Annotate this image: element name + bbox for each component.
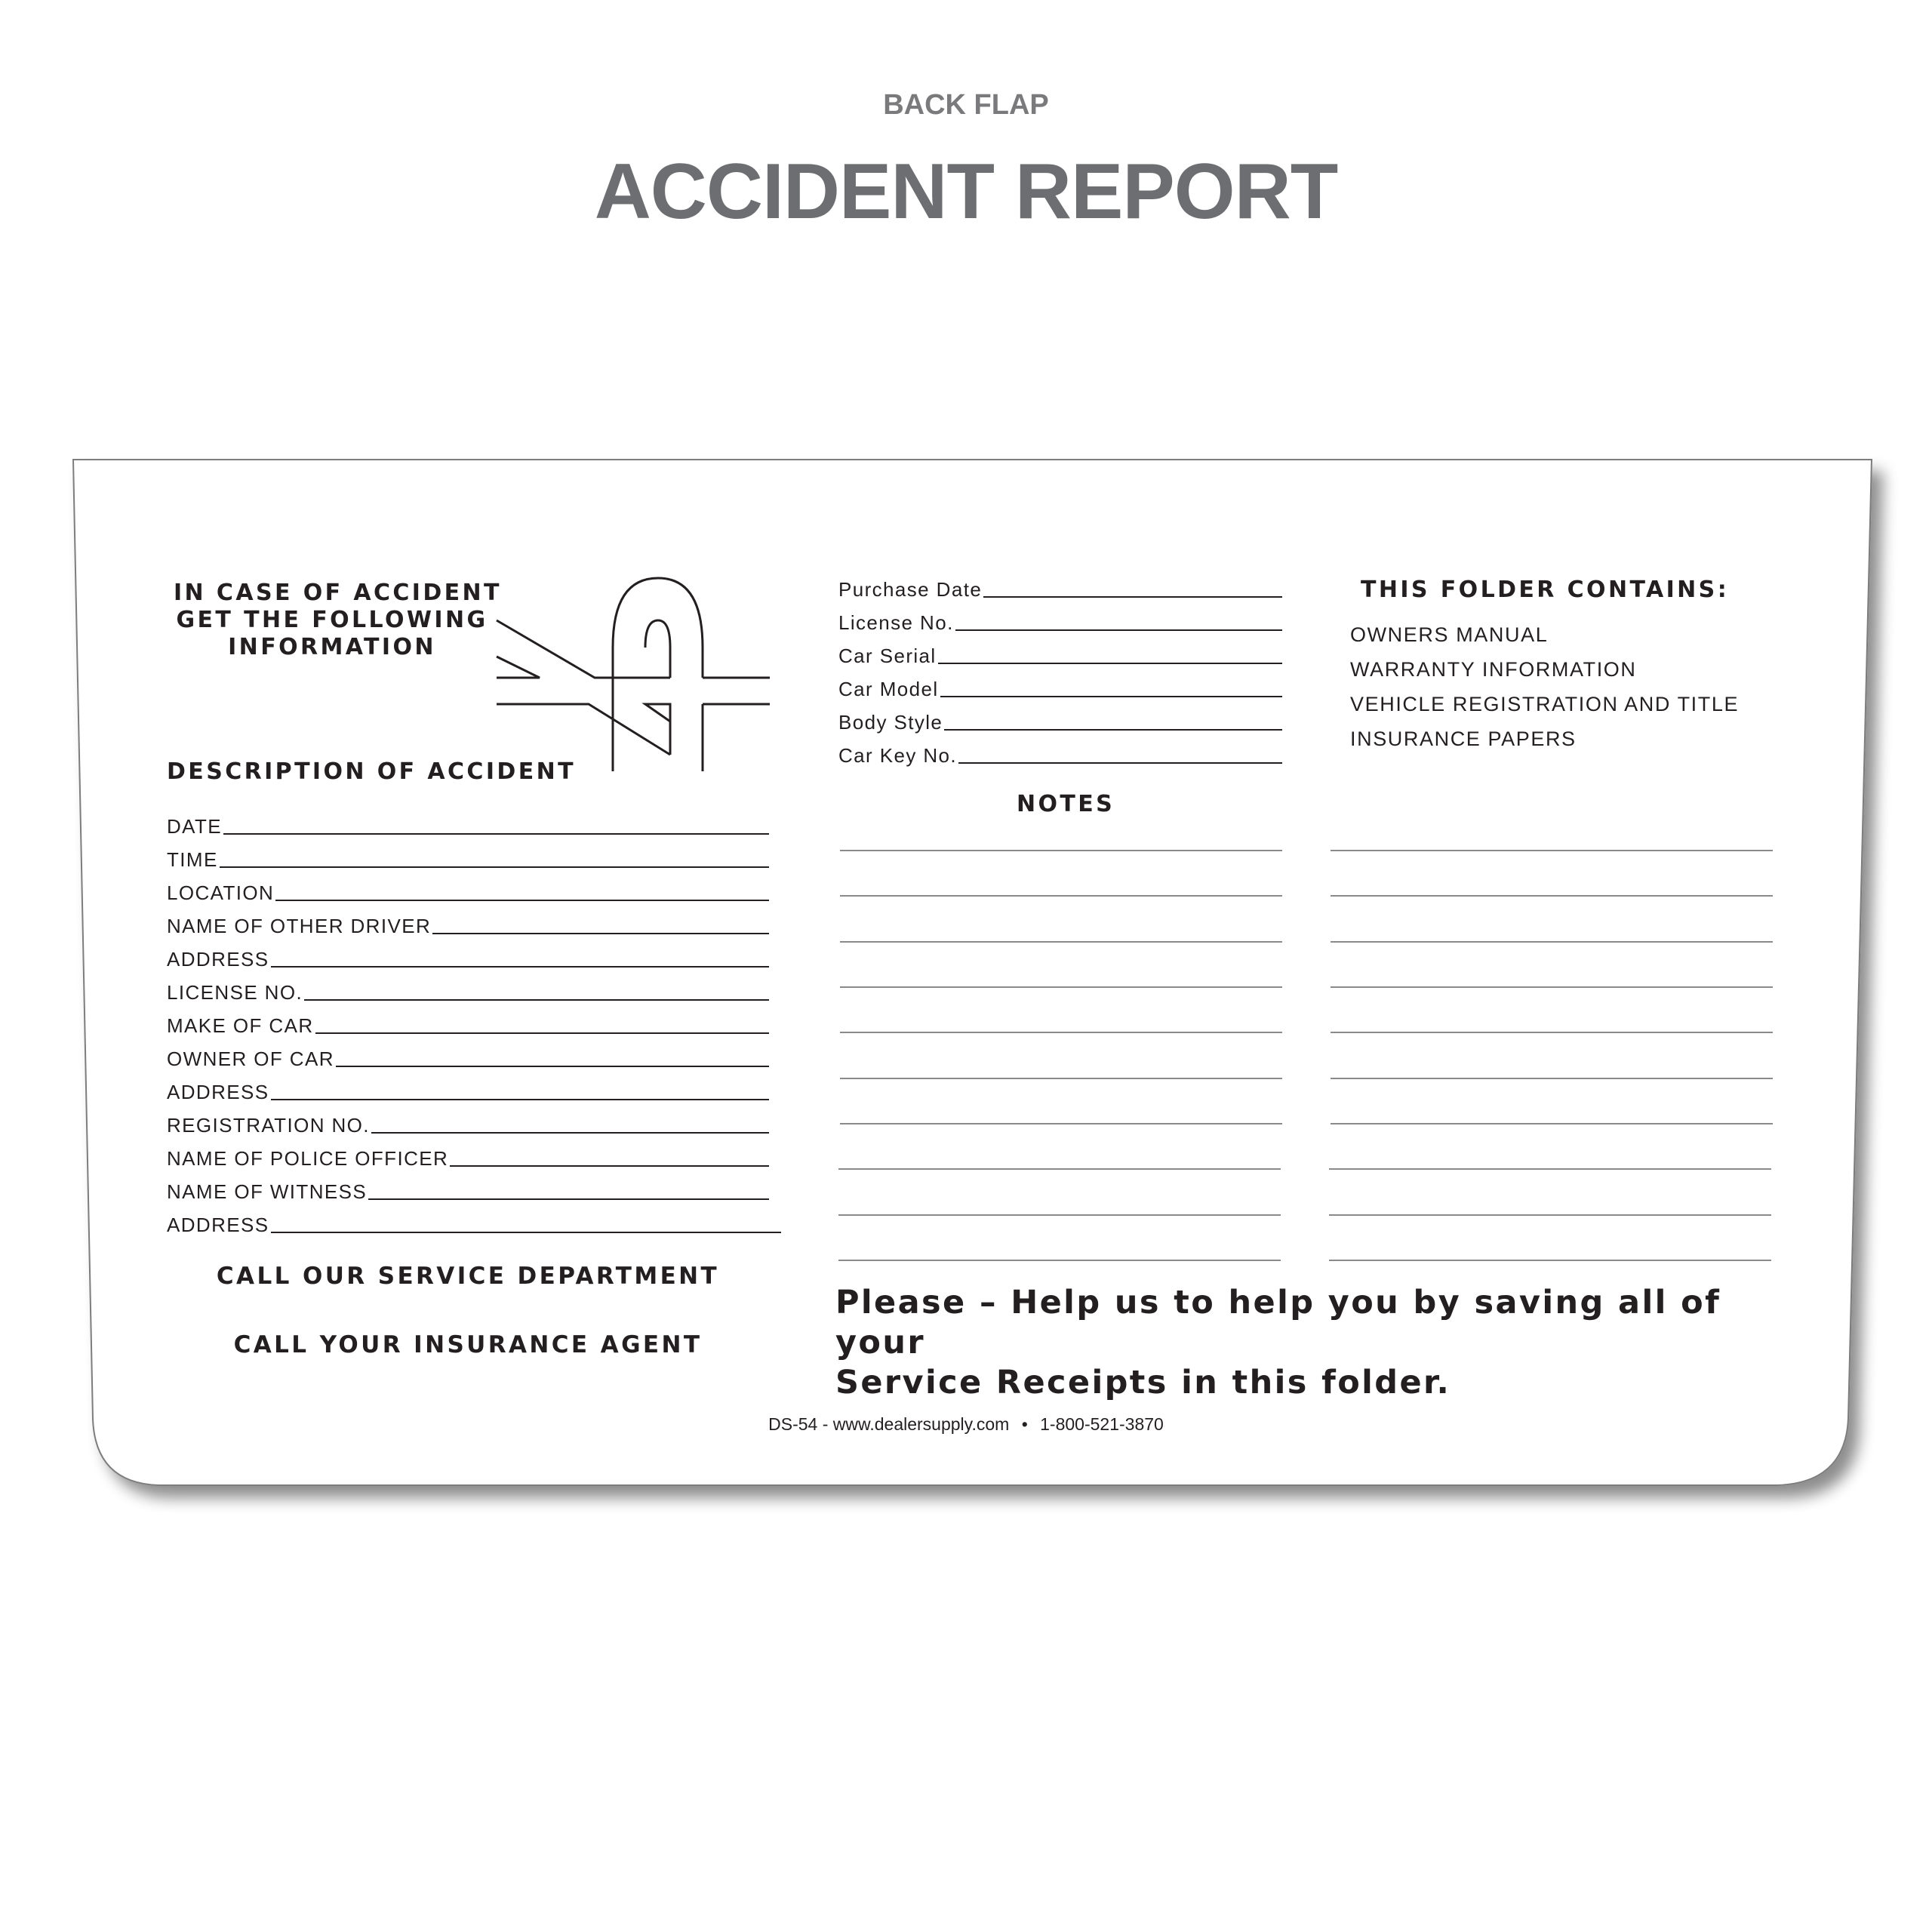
description-heading: DESCRIPTION OF ACCIDENT [167,758,576,785]
field-label: LOCATION [167,881,275,904]
page-title: ACCIDENT REPORT [594,148,1338,235]
field-make[interactable] [167,1013,769,1037]
footer-phone: 1-800-521-3870 [1040,1414,1164,1434]
field-label: Body Style [838,711,943,734]
field-label: Car Serial [838,645,937,667]
call-service-department: CALL OUR SERVICE DEPARTMENT [216,1263,720,1290]
note-line[interactable] [1329,1168,1771,1170]
note-line[interactable] [1331,1078,1773,1079]
field-label: ADDRESS [167,1214,269,1236]
field-body-style[interactable] [838,709,1282,734]
instruction-line-1: IN CASE OF ACCIDENT [174,580,502,606]
field-label: MAKE OF CAR [167,1014,314,1037]
field-label: ADDRESS [167,948,269,971]
field-license[interactable] [167,980,769,1004]
field-address-2[interactable] [167,1079,769,1103]
field-label: LICENSE NO. [167,981,303,1004]
note-line[interactable] [1331,941,1773,943]
note-line[interactable] [1329,1260,1771,1261]
field-police-officer[interactable] [167,1146,769,1170]
save-receipts-message [835,1283,1817,1403]
note-line[interactable] [840,895,1282,897]
note-line[interactable] [1331,895,1773,897]
note-line[interactable] [840,941,1282,943]
field-line[interactable] [220,866,769,868]
field-line[interactable] [450,1165,769,1167]
note-line[interactable] [1331,986,1773,988]
field-line[interactable] [955,629,1282,631]
notes-heading: NOTES [1017,791,1115,817]
note-line[interactable] [840,1123,1282,1124]
back-flap-label: BACK FLAP [883,89,1049,121]
field-line[interactable] [371,1132,769,1134]
accident-instruction [174,580,502,661]
footer-code: DS-54 - www.dealersupply.com [768,1414,1010,1434]
field-line[interactable] [336,1066,769,1067]
field-label: REGISTRATION NO. [167,1114,370,1137]
message-line-2: Service Receipts in this folder. [835,1364,1451,1401]
field-line[interactable] [368,1198,769,1200]
field-license-no[interactable] [838,610,1282,634]
field-label: License No. [838,611,954,634]
call-insurance-agent: CALL YOUR INSURANCE AGENT [233,1331,703,1358]
note-line[interactable] [840,1078,1282,1079]
field-label: ADDRESS [167,1081,269,1103]
field-label: Car Model [838,678,939,700]
field-purchase-date[interactable] [838,577,1282,601]
field-line[interactable] [432,933,769,934]
field-line[interactable] [271,1099,770,1100]
note-line[interactable] [838,1214,1281,1216]
field-label: DATE [167,815,223,838]
field-label: TIME [167,848,218,871]
field-car-key[interactable] [838,743,1282,767]
field-location[interactable] [167,880,769,904]
field-line[interactable] [983,596,1282,598]
note-line[interactable] [840,986,1282,988]
field-label: NAME OF POLICE OFFICER [167,1147,449,1170]
message-line-1: Please – Help us to help you by saving all of your [835,1284,1721,1361]
field-label: Purchase Date [838,578,983,601]
field-witness[interactable] [167,1179,769,1203]
field-label: OWNER OF CAR [167,1048,334,1070]
field-label: Car Key No. [838,744,958,767]
field-label: NAME OF WITNESS [167,1180,368,1203]
field-line[interactable] [944,729,1282,731]
field-address-3[interactable] [167,1212,781,1236]
field-owner[interactable] [167,1046,769,1070]
field-line[interactable] [940,696,1282,697]
field-car-model[interactable] [838,676,1282,700]
field-line[interactable] [315,1032,769,1034]
note-line[interactable] [1329,1214,1771,1216]
footer-separator: • [1021,1414,1028,1434]
field-registration[interactable] [167,1112,769,1137]
note-line[interactable] [838,1260,1281,1261]
field-time[interactable] [167,847,769,871]
field-line[interactable] [304,999,769,1001]
list-item: OWNERS MANUAL [1350,623,1549,646]
instruction-line-3: INFORMATION [228,634,436,660]
footer [0,1414,1932,1435]
field-date[interactable] [167,814,769,838]
list-item: WARRANTY INFORMATION [1350,658,1637,681]
field-line[interactable] [938,663,1282,664]
field-line[interactable] [271,1232,782,1233]
field-line[interactable] [271,966,770,968]
note-line[interactable] [1331,1032,1773,1033]
list-item: INSURANCE PAPERS [1350,728,1577,750]
note-line[interactable] [838,1168,1281,1170]
field-address-1[interactable] [167,946,769,971]
field-line[interactable] [223,833,769,835]
instruction-line-2: GET THE FOLLOWING [176,607,488,633]
note-line[interactable] [1331,850,1773,851]
note-line[interactable] [840,1032,1282,1033]
field-other-driver[interactable] [167,913,769,937]
field-car-serial[interactable] [838,643,1282,667]
field-line[interactable] [275,900,769,901]
field-line[interactable] [958,762,1282,764]
field-label: NAME OF OTHER DRIVER [167,915,432,937]
list-item: VEHICLE REGISTRATION AND TITLE [1350,693,1740,715]
note-line[interactable] [840,850,1282,851]
note-line[interactable] [1331,1123,1773,1124]
folder-contains-heading: THIS FOLDER CONTAINS: [1361,577,1730,603]
